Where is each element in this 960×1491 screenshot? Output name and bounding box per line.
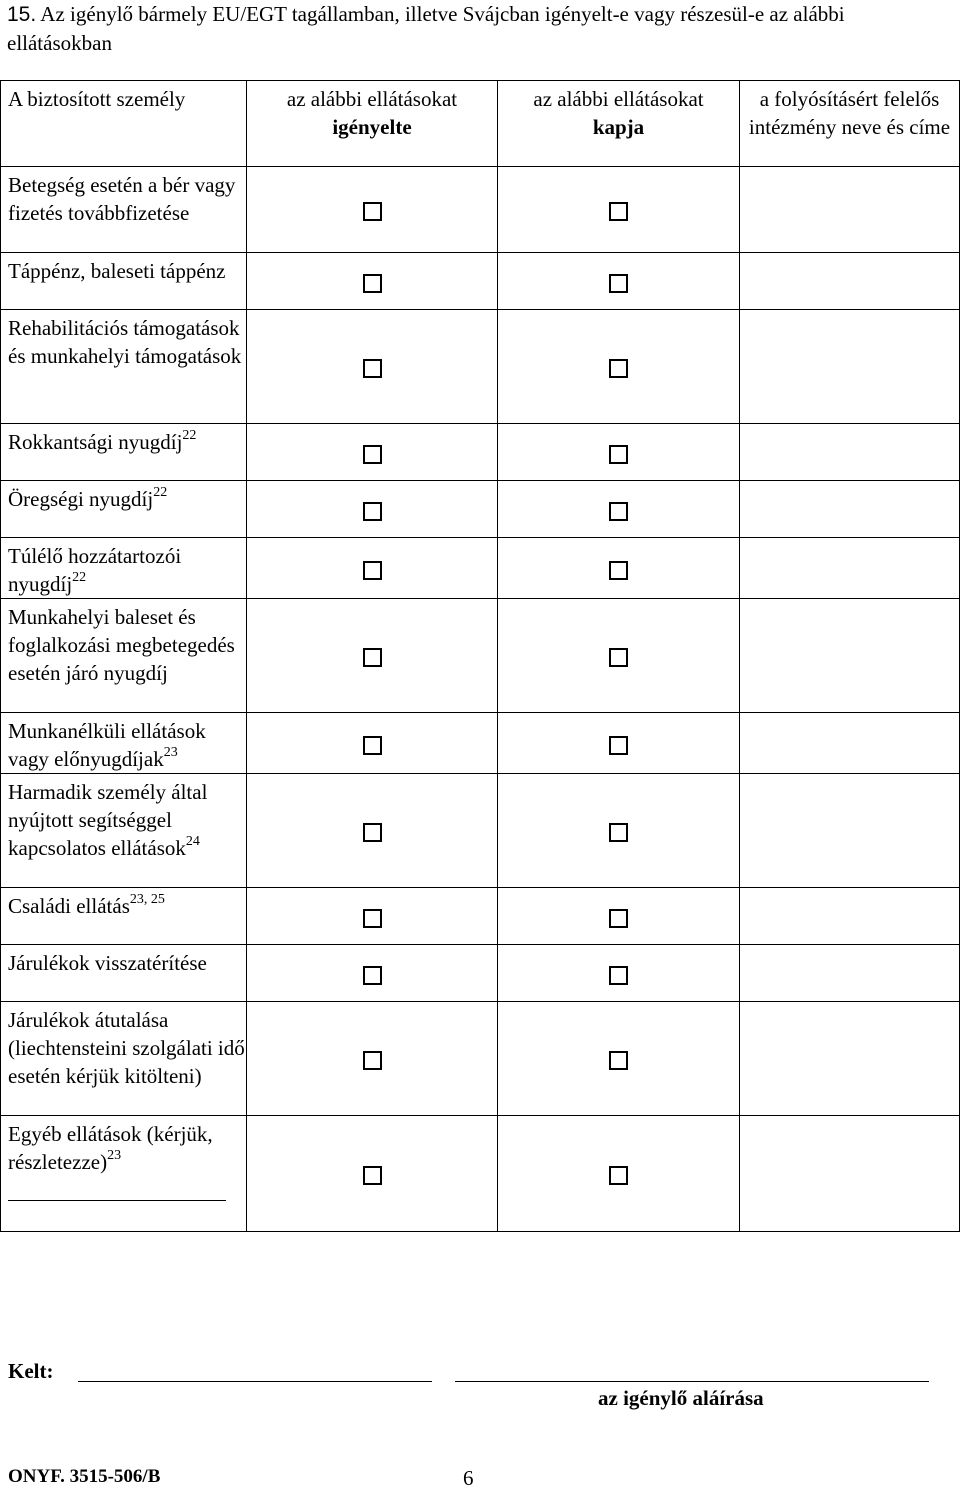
receives-checkbox[interactable] bbox=[609, 909, 628, 928]
receives-checkbox[interactable] bbox=[609, 1166, 628, 1185]
footnote-ref: 22 bbox=[72, 570, 87, 585]
benefit-label: Családi ellátás$^{23, 25}$ bbox=[1, 888, 247, 945]
benefit-label: Öregségi nyugdíj$^{22}$ bbox=[1, 481, 247, 538]
requested-cell bbox=[247, 1116, 498, 1232]
header-requested: az alábbi ellátásokat igényelte bbox=[247, 81, 498, 167]
receives-checkbox[interactable] bbox=[609, 736, 628, 755]
receives-cell bbox=[498, 945, 740, 1002]
requested-cell bbox=[247, 888, 498, 945]
benefit-label: Járulékok visszatérítése bbox=[1, 945, 247, 1002]
requested-checkbox[interactable] bbox=[363, 561, 382, 580]
institution-cell[interactable] bbox=[740, 774, 960, 888]
footnote-ref: 22 bbox=[182, 428, 197, 443]
header-row bbox=[1, 81, 960, 167]
requested-checkbox[interactable] bbox=[363, 445, 382, 464]
requested-cell bbox=[247, 774, 498, 888]
date-label: Kelt: bbox=[8, 1359, 54, 1383]
table-row bbox=[1, 310, 960, 424]
table-row bbox=[1, 253, 960, 310]
table-row bbox=[1, 945, 960, 1002]
other-benefit-blank[interactable] bbox=[8, 1200, 226, 1201]
signature-line[interactable] bbox=[455, 1381, 929, 1382]
institution-cell[interactable] bbox=[740, 310, 960, 424]
requested-checkbox[interactable] bbox=[363, 359, 382, 378]
institution-cell[interactable] bbox=[740, 424, 960, 481]
requested-checkbox[interactable] bbox=[363, 274, 382, 293]
institution-cell[interactable] bbox=[740, 1002, 960, 1116]
benefit-label: Rehabilitációs támogatások és munkahelyi támogatások bbox=[1, 310, 247, 424]
table-row bbox=[1, 599, 960, 713]
page-number: 6 bbox=[463, 1466, 474, 1490]
requested-cell bbox=[247, 253, 498, 310]
institution-cell[interactable] bbox=[740, 599, 960, 713]
requested-checkbox[interactable] bbox=[363, 502, 382, 521]
institution-cell[interactable] bbox=[740, 481, 960, 538]
benefit-label: Táppénz, baleseti táppénz bbox=[1, 253, 247, 310]
receives-cell bbox=[498, 167, 740, 253]
requested-cell bbox=[247, 538, 498, 599]
requested-cell bbox=[247, 167, 498, 253]
footnote-ref: 23 bbox=[163, 745, 178, 760]
institution-cell[interactable] bbox=[740, 945, 960, 1002]
institution-cell[interactable] bbox=[740, 1116, 960, 1232]
receives-cell bbox=[498, 481, 740, 538]
table-row bbox=[1, 713, 960, 774]
requested-checkbox[interactable] bbox=[363, 648, 382, 667]
requested-cell bbox=[247, 599, 498, 713]
benefit-label: Harmadik személy által nyújtott segítséggel kapcsolatos ellátások$^{24}$ bbox=[1, 774, 247, 888]
footnote-ref: 22 bbox=[153, 485, 168, 500]
table-row bbox=[1, 888, 960, 945]
section-heading bbox=[7, 0, 947, 57]
institution-cell[interactable] bbox=[740, 538, 960, 599]
header-institution: a folyósításért felelős intézmény neve és címe bbox=[740, 81, 960, 167]
requested-cell bbox=[247, 945, 498, 1002]
requested-cell bbox=[247, 481, 498, 538]
receives-checkbox[interactable] bbox=[609, 359, 628, 378]
requested-cell bbox=[247, 1002, 498, 1116]
table-row bbox=[1, 1116, 960, 1232]
requested-cell bbox=[247, 424, 498, 481]
receives-cell bbox=[498, 538, 740, 599]
requested-checkbox[interactable] bbox=[363, 202, 382, 221]
requested-checkbox[interactable] bbox=[363, 966, 382, 985]
requested-checkbox[interactable] bbox=[363, 1051, 382, 1070]
receives-cell bbox=[498, 253, 740, 310]
receives-checkbox[interactable] bbox=[609, 1051, 628, 1070]
table-row bbox=[1, 538, 960, 599]
table-row bbox=[1, 481, 960, 538]
requested-checkbox[interactable] bbox=[363, 1166, 382, 1185]
receives-cell bbox=[498, 1002, 740, 1116]
benefit-label: Munkanélküli ellátások vagy előnyugdíjak$^{23}$ bbox=[1, 713, 247, 774]
receives-cell bbox=[498, 888, 740, 945]
receives-checkbox[interactable] bbox=[609, 445, 628, 464]
receives-checkbox[interactable] bbox=[609, 648, 628, 667]
benefit-label: Betegség esetén a bér vagy fizetés továbbfizetése bbox=[1, 167, 247, 253]
institution-cell[interactable] bbox=[740, 167, 960, 253]
receives-cell bbox=[498, 774, 740, 888]
benefit-label: Munkahelyi baleset és foglalkozási megbetegedés esetén járó nyugdíj bbox=[1, 599, 247, 713]
section-question: Az igénylő bármely EU/EGT tagállamban, illetve Svájcban igényelt-e vagy részesül-e az alábbi ellátásokban bbox=[7, 2, 845, 55]
requested-checkbox[interactable] bbox=[363, 736, 382, 755]
section-number: 15. bbox=[7, 3, 37, 26]
receives-cell bbox=[498, 713, 740, 774]
form-code: ONYF. 3515-506/B bbox=[8, 1466, 161, 1487]
table-row bbox=[1, 167, 960, 253]
receives-cell bbox=[498, 424, 740, 481]
receives-checkbox[interactable] bbox=[609, 202, 628, 221]
table-row bbox=[1, 1002, 960, 1116]
benefits-table bbox=[0, 80, 960, 1232]
header-insured-person: A biztosított személy bbox=[1, 81, 247, 167]
institution-cell[interactable] bbox=[740, 253, 960, 310]
receives-cell bbox=[498, 1116, 740, 1232]
footnote-ref: 23, 25 bbox=[129, 892, 165, 907]
benefit-label: Egyéb ellátások (kérjük, részletezze)$^{23}$ bbox=[1, 1116, 247, 1232]
receives-cell bbox=[498, 310, 740, 424]
benefit-label: Járulékok átutalása (liechtensteini szolgálati idő esetén kérjük kitölteni) bbox=[1, 1002, 247, 1116]
table-row bbox=[1, 774, 960, 888]
footnote-ref: 23 bbox=[107, 1148, 122, 1163]
footnote-ref: 24 bbox=[185, 834, 200, 849]
requested-cell bbox=[247, 713, 498, 774]
institution-cell[interactable] bbox=[740, 713, 960, 774]
receives-checkbox[interactable] bbox=[609, 502, 628, 521]
receives-checkbox[interactable] bbox=[609, 561, 628, 580]
benefit-label: Túlélő hozzátartozói nyugdíj$^{22}$ bbox=[1, 538, 247, 599]
requested-checkbox[interactable] bbox=[363, 909, 382, 928]
receives-cell bbox=[498, 599, 740, 713]
requested-checkbox[interactable] bbox=[363, 823, 382, 842]
requested-cell bbox=[247, 310, 498, 424]
header-receives: az alábbi ellátásokat kapja bbox=[498, 81, 740, 167]
receives-checkbox[interactable] bbox=[609, 274, 628, 293]
receives-checkbox[interactable] bbox=[609, 966, 628, 985]
date-line[interactable] bbox=[78, 1381, 432, 1382]
benefit-label: Rokkantsági nyugdíj$^{22}$ bbox=[1, 424, 247, 481]
signature-label: az igénylő aláírása bbox=[598, 1386, 764, 1410]
table-row bbox=[1, 424, 960, 481]
receives-checkbox[interactable] bbox=[609, 823, 628, 842]
institution-cell[interactable] bbox=[740, 888, 960, 945]
